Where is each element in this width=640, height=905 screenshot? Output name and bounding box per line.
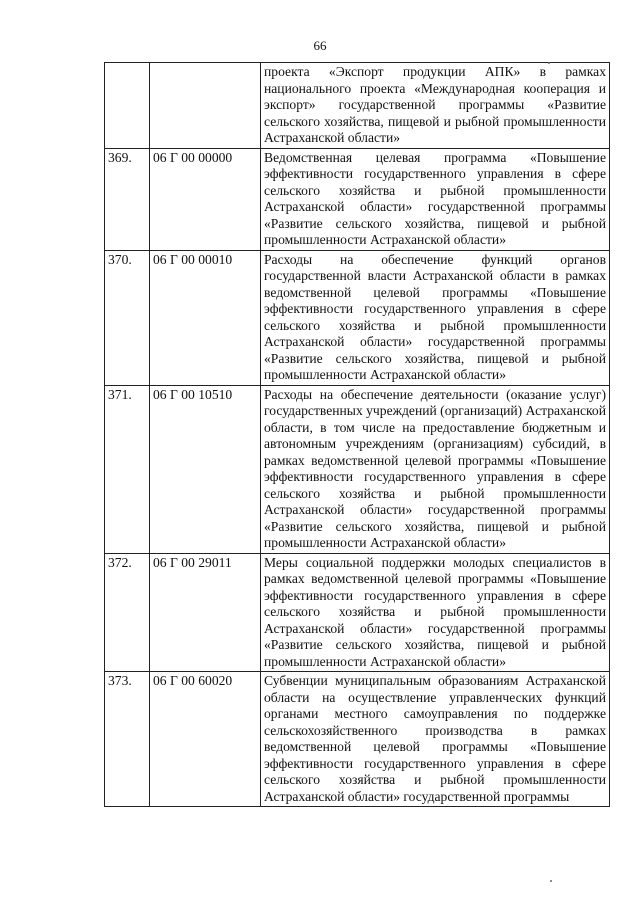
- scan-speck: [550, 880, 552, 882]
- table-row: [105, 385, 610, 553]
- row-number: 369.: [105, 148, 150, 250]
- row-description: Расходы на обеспечение деятельности (оказание услуг) государственных учреждений (организаций) Астраханской области, в том числе на предоставление бюджетным и автономным учреждениям (организациям) субсидий, в рамках ведомственной целевой программы «Повышение эффективности государственного управления в сфере сельского хозяйства и рыбной промышленности Астраханской области» государственной программы «Развитие сельского хозяйства, пищевой и рыбной промышленности Астраханской области»: [261, 385, 610, 553]
- table-row: [105, 672, 610, 807]
- row-description: проекта «Экспорт продукции АПК» в рамках национального проекта «Международная кооперация и экспорт» государственной программы «Развитие сельского хозяйства, пищевой и рыбной промышленности Астраханской области»: [261, 63, 610, 149]
- row-code: [150, 63, 261, 149]
- row-number: 370.: [105, 250, 150, 385]
- row-description: Расходы на обеспечение функций органов государственной власти Астраханской области в рамках ведомственной целевой программы «Повышение эффективности государственного управления в сфере сельского хозяйства и рыбной промышленности Астраханской области» государственной программы «Развитие сельского хозяйства, пищевой и рыбной промышленности Астраханской области»: [261, 250, 610, 385]
- table-row: [105, 553, 610, 672]
- row-description: Ведомственная целевая программа «Повышение эффективности государственного управления в сфере сельского хозяйства и рыбной промышленности Астраханской области» государственной программы «Развитие сельского хозяйства, пищевой и рыбной промышленности Астраханской области»: [261, 148, 610, 250]
- row-number: 373.: [105, 672, 150, 807]
- row-code: 06 Г 00 60020: [150, 672, 261, 807]
- table-row: [105, 148, 610, 250]
- scan-speck: [548, 62, 550, 64]
- row-number: 371.: [105, 385, 150, 553]
- row-code: 06 Г 00 10510: [150, 385, 261, 553]
- budget-code-table: [104, 62, 610, 807]
- row-description: Меры социальной поддержки молодых специалистов в рамках ведомственной целевой программы «Повышение эффективности государственного управления в сфере сельского хозяйства и рыбной промышленности Астраханской области» государственной программы «Развитие сельского хозяйства, пищевой и рыбной промышленности Астраханской области»: [261, 553, 610, 672]
- table-row: [105, 63, 610, 149]
- row-number: 372.: [105, 553, 150, 672]
- row-description: Субвенции муниципальным образованиям Астраханской области на осуществление управленческих функций органами местного самоуправления по поддержке сельскохозяйственного производства в рамках ведомственной целевой программы «Повышение эффективности государственного управления в сфере сельского хозяйства и рыбной промышленности Астраханской области» государственной программы: [261, 672, 610, 807]
- row-code: 06 Г 00 00010: [150, 250, 261, 385]
- row-code: 06 Г 00 00000: [150, 148, 261, 250]
- table-row: [105, 250, 610, 385]
- row-code: 06 Г 00 29011: [150, 553, 261, 672]
- row-number: [105, 63, 150, 149]
- page-number: 66: [313, 38, 327, 53]
